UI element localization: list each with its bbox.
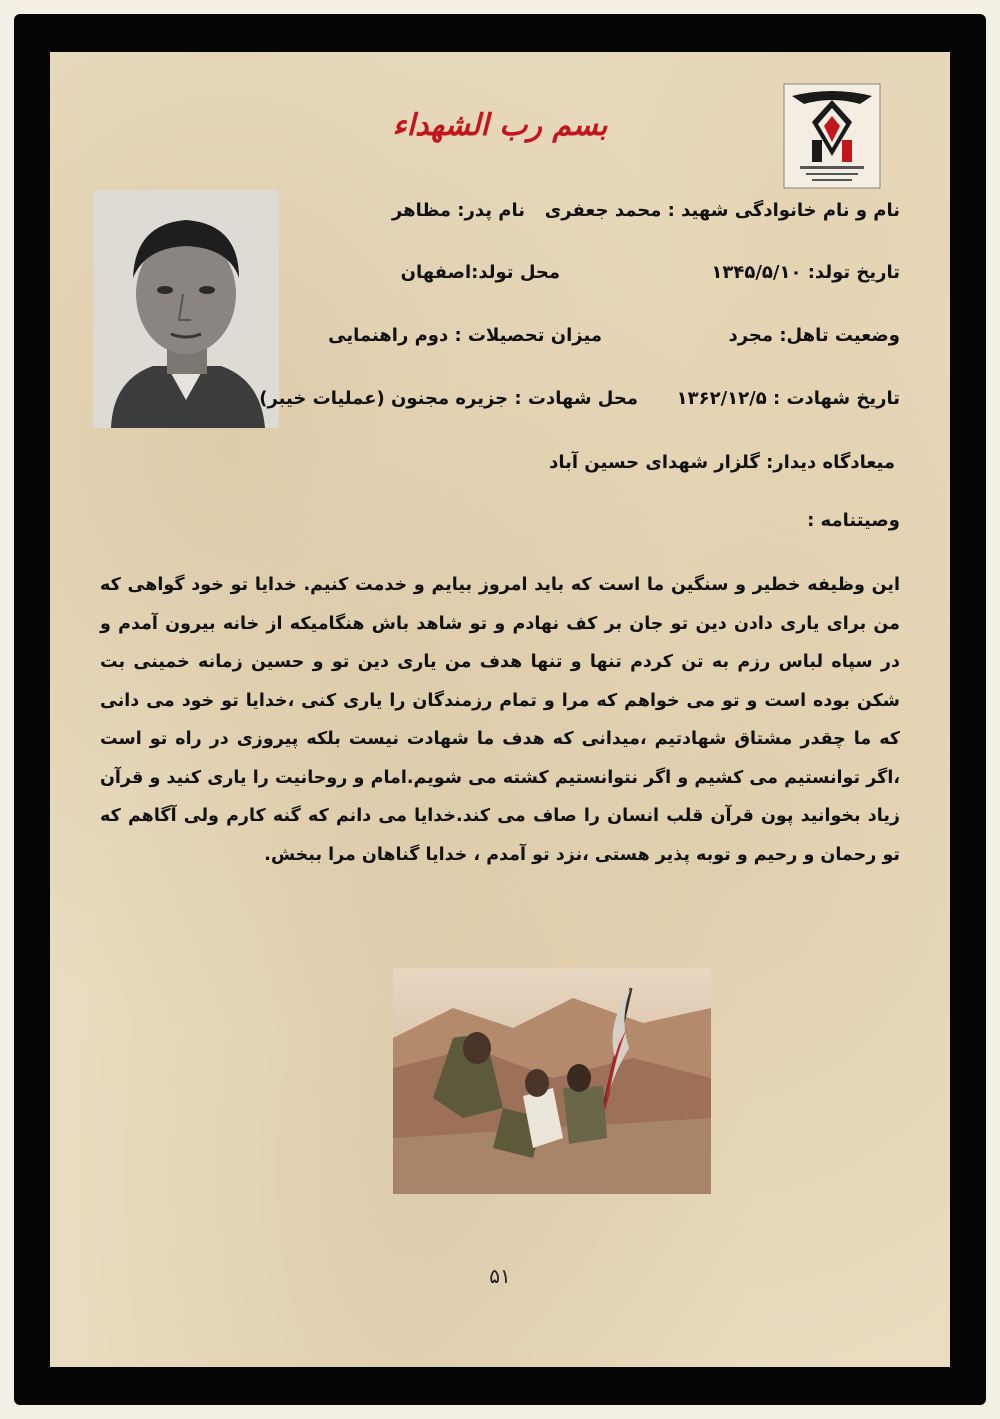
field-martyr-name: نام و نام خانوادگی شهید : محمد جعفری (544, 200, 900, 221)
field-marital-status: وضعیت تاهل: مجرد (728, 325, 900, 346)
field-education: میزان تحصیلات : دوم راهنمایی (328, 325, 602, 346)
page-title: بسم رب الشهداء (392, 108, 608, 143)
field-martyrdom-date: تاریخ شهادت : ۱۳۶۲/۱۲/۵ (676, 388, 900, 409)
martyr-portrait-photo (93, 190, 279, 428)
front-line-photo (393, 968, 711, 1194)
field-birth-date: تاریخ تولد: ۱۳۴۵/۵/۱۰ (711, 262, 900, 283)
field-birth-place: محل تولد:اصفهان (400, 262, 560, 283)
martyrs-foundation-logo (782, 82, 882, 190)
field-father-name: نام پدر: مظاهر (391, 200, 525, 221)
will-text: این وظیفه خطیر و سنگین ما است که باید امروز بیایم و خدمت کنیم. خدایا تو خود گواهی که من برای یاری دادن دین تو جان بر کف نهادم و تو شاهد باش هنگامیکه از خانه بیرون آمدم و در سپاه لباس رزم به تن کردم تنها و تنها هدف من یاری دین تو و حسین زمانه خمینی بت شکن بوده است و تو می خواهم که مرا و تمام رزمندگان را یاری کنی ،خدایا تو خود می دانی که ما چقدر مشتاق شهادتیم ،میدانی که هدف ما شهادت نیست بلکه پیروزی در راه تو است ،اگر توانستیم می کشیم و اگر نتوانستیم کشته می شویم.امام و روحانیت را یاری کنید و قرآن زیاد بخوانید پون قرآن قلب انسان را صاف می کند.خدایا می دانم که گنه کارم ولی آگاهم که تو رحمان و رحیم و توبه پذیر هستی ،نزد تو آمدم ، خدایا گناهان مرا ببخش. (100, 575, 900, 865)
will-heading: وصیتنامه : (807, 510, 900, 531)
page-number: ۵۱ (489, 1264, 511, 1288)
field-burial-place: میعادگاه دیدار: گلزار شهدای حسین آباد (549, 452, 895, 473)
field-martyrdom-place: محل شهادت : جزیره مجنون (عملیات خیبر) (259, 388, 638, 409)
